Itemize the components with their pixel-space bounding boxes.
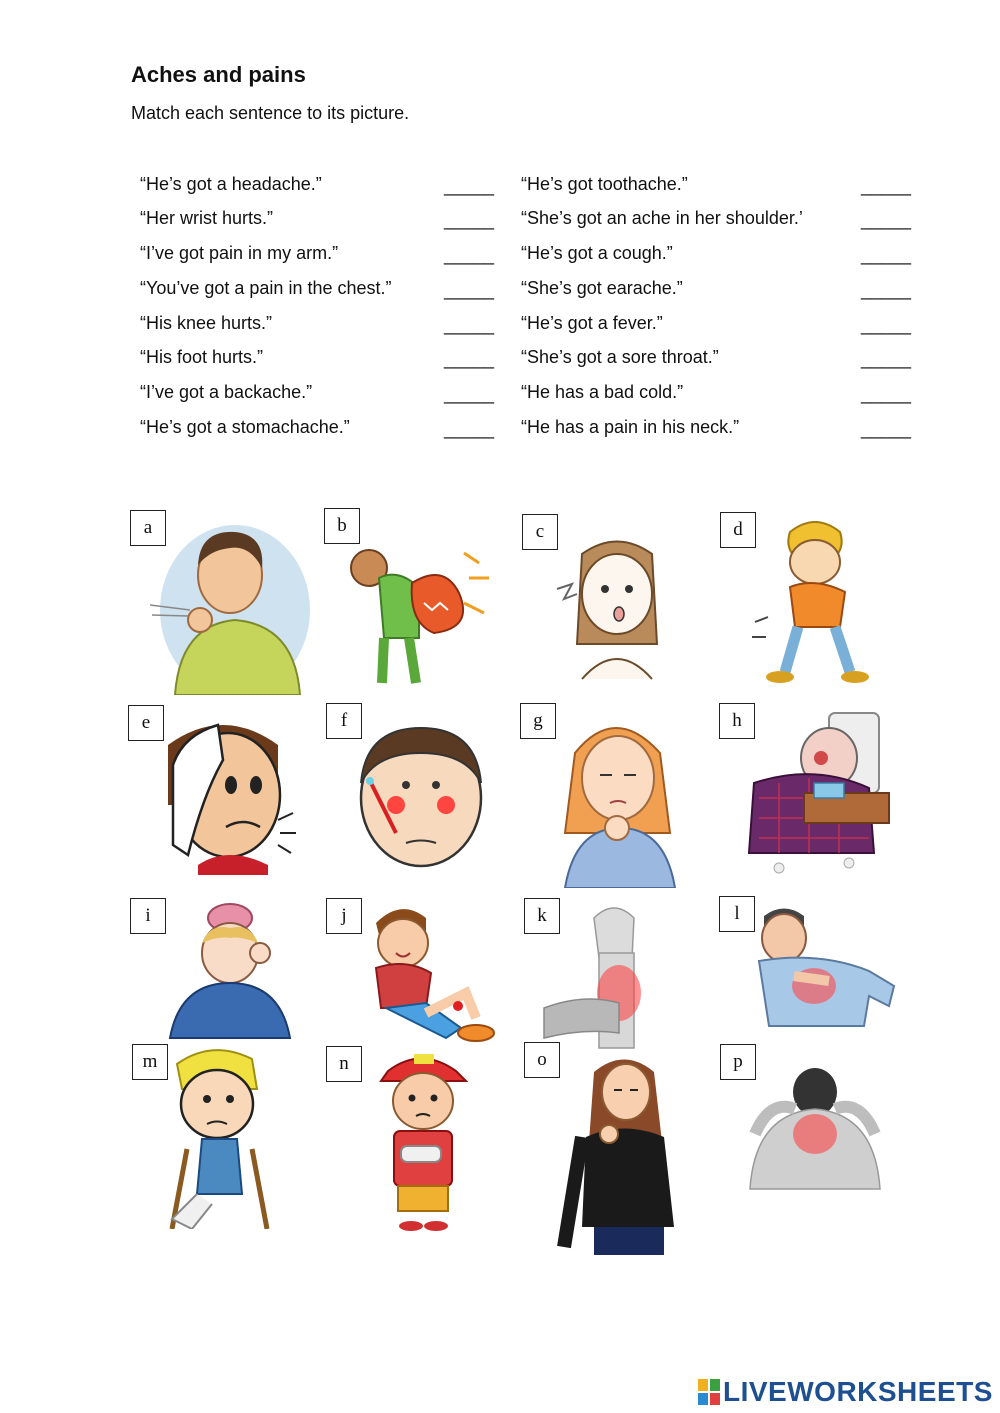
answer-blank-right-5[interactable]: _____: [861, 315, 912, 335]
sentence-right-8: “He has a pain in his neck.”: [521, 417, 740, 437]
answer-blank-right-2[interactable]: _____: [861, 210, 912, 230]
picture-card-c: [522, 514, 712, 699]
answer-blank-left-3[interactable]: _____: [444, 245, 495, 265]
sentence-left-8: “He’s got a stomachache.”: [140, 417, 350, 437]
sentence-right-7: “He has a bad cold.”: [521, 382, 684, 402]
picture-letter-b: b: [324, 508, 360, 544]
answer-blank-left-2[interactable]: _____: [444, 210, 495, 230]
answer-blank-right-1[interactable]: _____: [861, 176, 912, 196]
picture-letter-g: g: [520, 703, 556, 739]
picture-card-a: [130, 510, 320, 695]
picture-letter-p: p: [720, 1044, 756, 1080]
sentence-right-1: “He’s got toothache.”: [521, 174, 688, 194]
sentence-right-5: “He’s got a fever.”: [521, 313, 663, 333]
sentence-right-4: “She’s got earache.”: [521, 278, 683, 298]
picture-letter-k: k: [524, 898, 560, 934]
picture-card-d: [720, 512, 910, 697]
sentence-left-7: “I’ve got a backache.”: [140, 382, 313, 402]
answer-blank-right-3[interactable]: _____: [861, 245, 912, 265]
sentence-left-6: “His foot hurts.”: [140, 347, 264, 367]
answer-blank-right-6[interactable]: _____: [861, 349, 912, 369]
picture-letter-i: i: [130, 898, 166, 934]
sentence-right-2: “She’s got an ache in her shoulder.’: [521, 208, 803, 228]
picture-letter-h: h: [719, 703, 755, 739]
answer-blank-right-7[interactable]: _____: [861, 384, 912, 404]
picture-letter-l: l: [719, 896, 755, 932]
picture-letter-o: o: [524, 1042, 560, 1078]
sentence-left-4: “You’ve got a pain in the chest.”: [140, 278, 392, 298]
picture-card-g: [520, 703, 710, 888]
sentence-right-6: “She’s got a sore throat.”: [521, 347, 719, 367]
worksheet-title: Aches and pains: [131, 62, 306, 87]
liveworksheets-footer[interactable]: [698, 1376, 993, 1408]
answer-blank-left-8[interactable]: _____: [444, 419, 495, 439]
picture-card-n: [326, 1046, 516, 1231]
picture-letter-e: e: [128, 705, 164, 741]
picture-card-e: [128, 705, 318, 890]
picture-card-b: [324, 508, 514, 693]
sentence-right-3: “He’s got a cough.”: [521, 243, 673, 263]
picture-letter-d: d: [720, 512, 756, 548]
picture-letter-n: n: [326, 1046, 362, 1082]
answer-blank-left-4[interactable]: _____: [444, 280, 495, 300]
sentence-left-1: “He’s got a headache.”: [140, 174, 322, 194]
picture-card-m: [132, 1044, 322, 1229]
picture-letter-j: j: [326, 898, 362, 934]
picture-letter-a: a: [130, 510, 166, 546]
worksheet-instruction: Match each sentence to its picture.: [131, 103, 410, 123]
answer-blank-left-7[interactable]: _____: [444, 384, 495, 404]
liveworksheets-brand: LIVEWORKSHEETS: [723, 1376, 993, 1407]
sentence-left-2: “Her wrist hurts.”: [140, 208, 274, 228]
picture-card-h: [719, 703, 909, 888]
answer-blank-right-8[interactable]: _____: [861, 419, 912, 439]
answer-blank-left-5[interactable]: _____: [444, 315, 495, 335]
picture-card-p: [720, 1044, 910, 1229]
picture-letter-m: m: [132, 1044, 168, 1080]
answer-blank-left-6[interactable]: _____: [444, 349, 495, 369]
answer-blank-right-4[interactable]: _____: [861, 280, 912, 300]
picture-letter-f: f: [326, 703, 362, 739]
sentence-left-3: “I’ve got pain in my arm.”: [140, 243, 339, 263]
liveworksheets-logo-icon: [698, 1379, 720, 1405]
picture-letter-c: c: [522, 514, 558, 550]
sentence-left-5: “His knee hurts.”: [140, 313, 273, 333]
picture-card-o: [524, 1042, 714, 1227]
picture-card-f: [326, 703, 516, 888]
answer-blank-left-1[interactable]: _____: [444, 176, 495, 196]
